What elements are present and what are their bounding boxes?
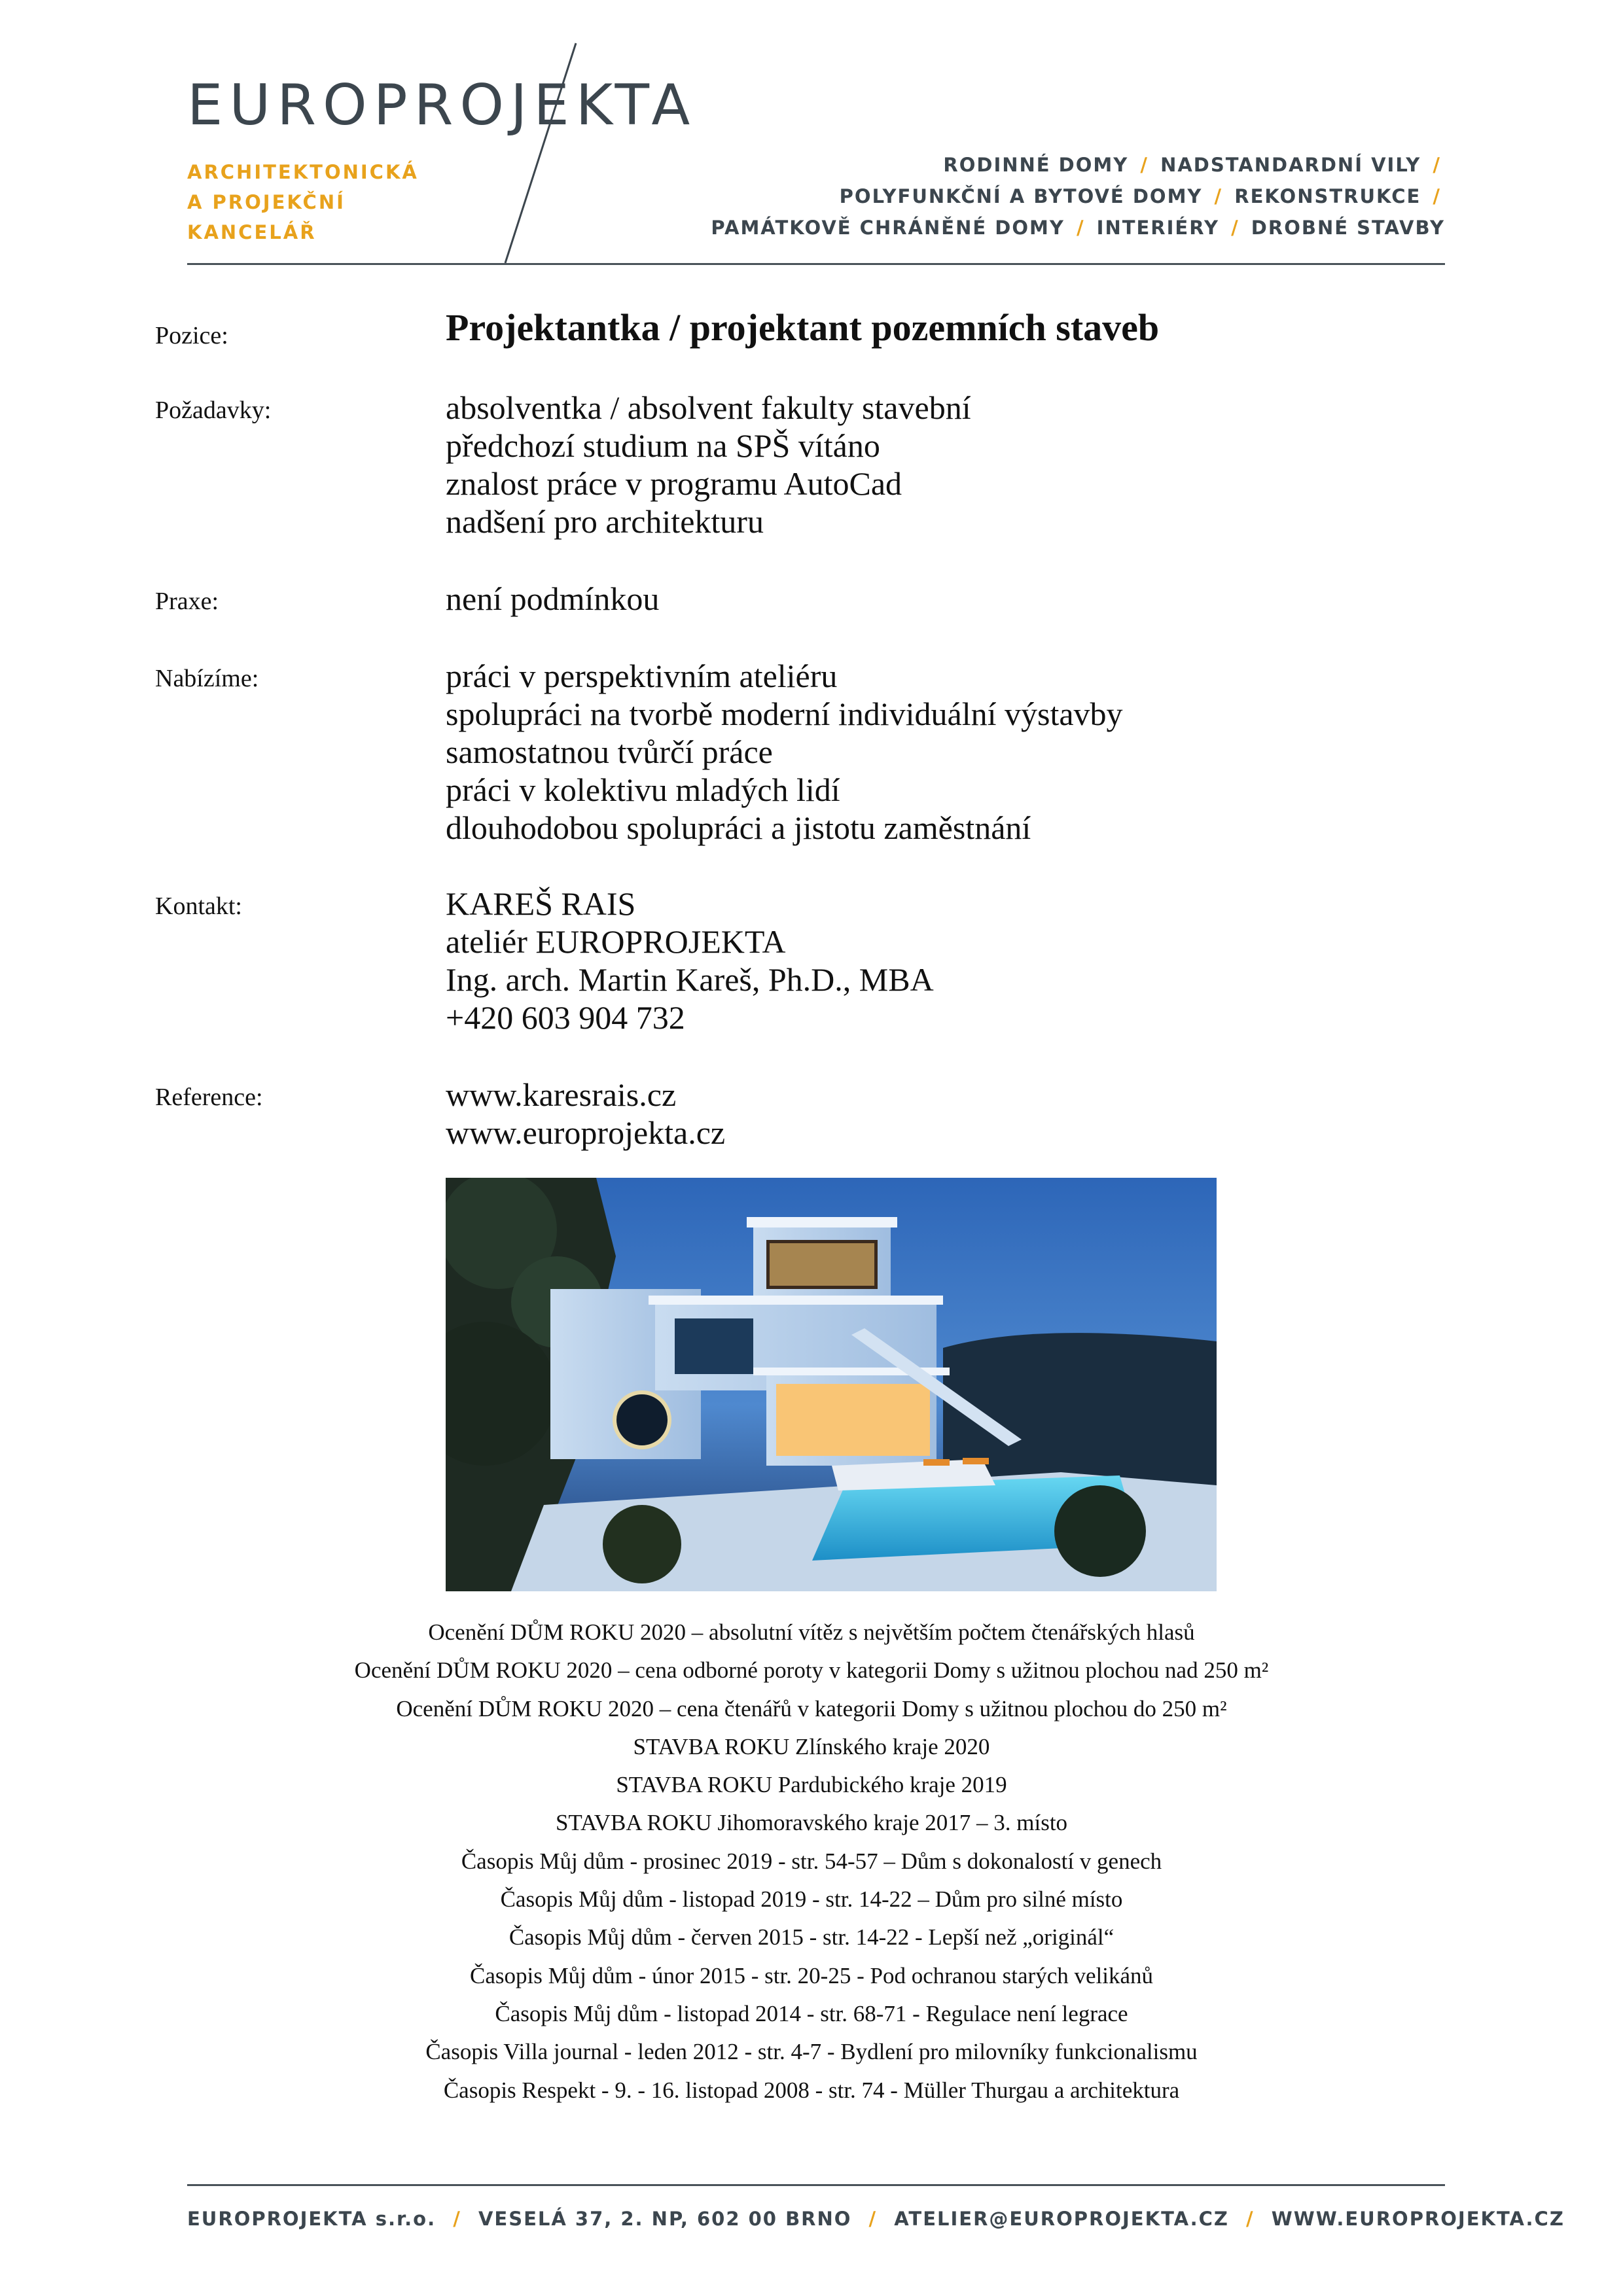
logo-subtitle-line: ARCHITEKTONICKÁ bbox=[187, 161, 419, 183]
contact-person: Ing. arch. Martin Kareš, Ph.D., MBA bbox=[446, 961, 934, 998]
awards-list bbox=[0, 1614, 1623, 2110]
reference-link[interactable]: www.europrojekta.cz bbox=[446, 1114, 726, 1151]
contact-studio: ateliér EUROPROJEKTA bbox=[446, 923, 786, 960]
logo-wordmark: EUROPROJEKTA bbox=[187, 73, 697, 138]
separator: / bbox=[868, 2208, 878, 2230]
section-label: Nabízíme: bbox=[155, 665, 259, 692]
award-item: Časopis Můj dům - červen 2015 - str. 14-22 - Lepší než „originál“ bbox=[508, 1924, 1115, 1951]
section-values bbox=[446, 580, 659, 618]
footer-company: EUROPROJEKTA s.r.o. bbox=[187, 2208, 437, 2230]
list-item: znalost práce v programu AutoCad bbox=[446, 465, 902, 502]
award-item: STAVBA ROKU Jihomoravského kraje 2017 – 3. místo bbox=[555, 1810, 1068, 1836]
header-divider bbox=[187, 263, 1445, 265]
list-item: předchozí studium na SPŠ vítáno bbox=[446, 427, 880, 464]
award-item: Časopis Villa journal - leden 2012 - str. 4-7 - Bydlení pro milovníky funkcionalismu bbox=[425, 2039, 1198, 2065]
separator: / bbox=[1214, 185, 1223, 207]
logo-subtitle-line: KANCELÁŘ bbox=[187, 221, 317, 243]
separator: / bbox=[1140, 154, 1149, 176]
service-item: REKONSTRUKCE bbox=[1234, 185, 1421, 207]
list-item: absolventka / absolvent fakulty stavební bbox=[446, 389, 971, 426]
award-item: Ocenění DŮM ROKU 2020 – cena odborné poroty v kategorii Domy s užitnou plochou nad 250 m² bbox=[354, 1657, 1269, 1684]
separator: / bbox=[1433, 154, 1441, 176]
service-item: DROBNÉ STAVBY bbox=[1251, 217, 1445, 239]
logo-subtitle-line: A PROJEKČNÍ bbox=[187, 191, 346, 213]
services-row bbox=[711, 212, 1445, 243]
section-values bbox=[446, 306, 1160, 349]
section-values bbox=[446, 657, 1123, 847]
section-values bbox=[446, 885, 934, 1036]
section-values bbox=[446, 1076, 725, 1152]
service-item: RODINNÉ DOMY bbox=[943, 154, 1129, 176]
footer-website[interactable]: WWW.EUROPROJEKTA.CZ bbox=[1271, 2208, 1565, 2230]
villa-photo bbox=[446, 1178, 1217, 1591]
award-item: Časopis Můj dům - únor 2015 - str. 20-25 - Pod ochranou starých velikánů bbox=[469, 1962, 1154, 1988]
list-item: nadšení pro architekturu bbox=[446, 503, 764, 540]
logo-subtitle bbox=[187, 157, 419, 247]
separator: / bbox=[1433, 185, 1441, 207]
separator: / bbox=[453, 2208, 461, 2230]
services-row bbox=[711, 149, 1445, 181]
reference-link[interactable]: www.karesrais.cz bbox=[446, 1076, 677, 1113]
list-item: práci v kolektivu mladých lidí bbox=[446, 771, 840, 808]
award-item: Časopis Můj dům - listopad 2014 - str. 68-71 - Regulace není legrace bbox=[495, 2000, 1128, 2026]
separator: / bbox=[1076, 217, 1085, 239]
section-label: Praxe: bbox=[155, 588, 219, 615]
list-item: práci v perspektivním ateliéru bbox=[446, 658, 838, 694]
list-item: samostatnou tvůrčí práce bbox=[446, 733, 773, 770]
award-item: Časopis Můj dům - prosinec 2019 - str. 54-57 – Dům s dokonalostí v genech bbox=[461, 1848, 1162, 1874]
footer-address: VESELÁ 37, 2. NP, 602 00 BRNO bbox=[478, 2208, 852, 2230]
section-label: Požadavky: bbox=[155, 397, 272, 424]
list-item: dlouhodobou spolupráci a jistotu zaměstnání bbox=[446, 809, 1031, 846]
service-item: INTERIÉRY bbox=[1096, 217, 1219, 239]
service-item: PAMÁTKOVĚ CHRÁNĚNÉ DOMY bbox=[711, 217, 1065, 239]
list-item: spolupráci na tvorbě moderní individuální výstavby bbox=[446, 696, 1123, 732]
services-list bbox=[711, 149, 1445, 243]
footer-email[interactable]: ATELIER@EUROPROJEKTA.CZ bbox=[894, 2208, 1229, 2230]
section-values bbox=[446, 389, 971, 540]
award-item: STAVBA ROKU Pardubického kraje 2019 bbox=[616, 1772, 1007, 1798]
separator: / bbox=[1231, 217, 1240, 239]
section-label: Pozice: bbox=[155, 322, 228, 349]
section-label: Reference: bbox=[155, 1084, 263, 1111]
footer bbox=[187, 2208, 1565, 2230]
position-title: Projektantka / projektant pozemních staveb bbox=[446, 306, 1160, 349]
separator: / bbox=[1246, 2208, 1255, 2230]
award-item: STAVBA ROKU Zlínského kraje 2020 bbox=[633, 1733, 990, 1759]
section-label: Kontakt: bbox=[155, 892, 242, 920]
logo-slash-icon bbox=[497, 41, 589, 270]
award-item: Časopis Respekt - 9. - 16. listopad 2008 - str. 74 - Müller Thurgau a architektura bbox=[443, 2077, 1180, 2103]
award-item: Časopis Můj dům - listopad 2019 - str. 14-22 – Dům pro silné místo bbox=[500, 1886, 1123, 1913]
list-item: není podmínkou bbox=[446, 580, 660, 617]
footer-divider bbox=[187, 2184, 1445, 2186]
service-item: POLYFUNKČNÍ A BYTOVÉ DOMY bbox=[839, 185, 1203, 207]
award-item: Ocenění DŮM ROKU 2020 – cena čtenářů v kategorii Domy s užitnou plochou do 250 m² bbox=[396, 1695, 1227, 1722]
contact-company: KAREŠ RAIS bbox=[446, 885, 636, 922]
service-item: NADSTANDARDNÍ VILY bbox=[1160, 154, 1421, 176]
services-row bbox=[711, 181, 1445, 212]
contact-phone[interactable]: +420 603 904 732 bbox=[446, 999, 685, 1036]
award-item: Ocenění DŮM ROKU 2020 – absolutní vítěz s největším počtem čtenářských hlasů bbox=[428, 1619, 1195, 1645]
villa-photo-image bbox=[446, 1178, 1217, 1591]
